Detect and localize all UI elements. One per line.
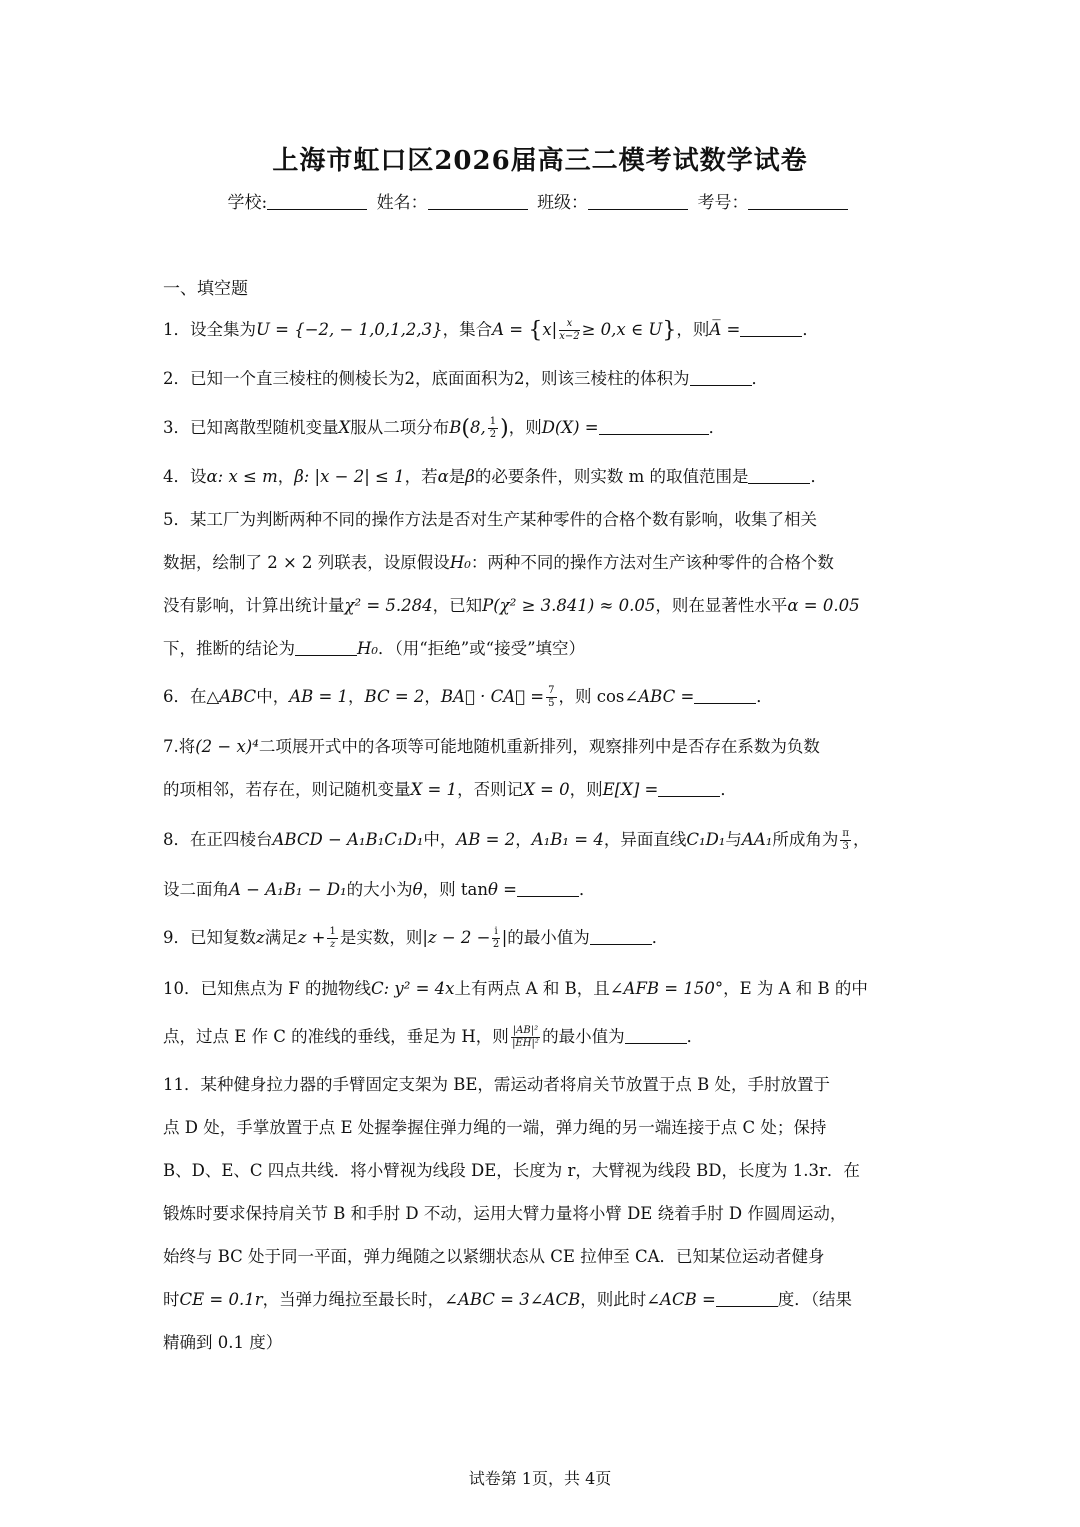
question-10: 10．已知焦点为 F 的抛物线C: y² = 4x上有两点 A 和 B，且∠AFB = 150°，E 为 A 和 B 的中 点，过点 E 作 C 的准线的垂线，垂足为 H，则 $\frac{\text{|AB|²}}{\text{|EH|²}}$ 的最小值为 ． [163,979,868,1049]
question-2: 2．已知一个直三棱柱的侧棱长为2，底面面积为2，则该三棱柱的体积为 ． [163,369,768,388]
question-6: 6．在△ABC中，AB = 1，BC = 2，BA⃗ · CA⃗ = $\frac{7}{5}$ ，则 cos∠ABC = ． [163,685,773,709]
name-blank[interactable] [428,193,528,210]
question-8: 8．在正四棱台ABCD − A₁B₁C₁D₁中，AB = 2，A₁B₁ = 4，异面直线C₁D₁与AA₁所成角为 $\frac{\pi}{3}$ ， 设二面角A − A₁B₁ − D₁的大小为θ，则 tanθ = ． [163,828,870,899]
page-title: 上海市虹口区2026届高三二模考试数学试卷 [272,146,808,176]
school-label: 学校: [227,193,268,213]
answer-blank-7[interactable] [658,782,720,797]
answer-blank-8[interactable] [517,882,579,897]
exam-no-label: 考号： [697,193,749,213]
class-label: 班级： [537,193,589,213]
answer-blank-9[interactable] [590,930,652,945]
answer-blank-2[interactable] [690,371,752,386]
answer-blank-4[interactable] [748,469,810,484]
question-9: 9．已知复数z满足z + $\frac{1}{z}$ 是实数，则|z − 2 − $\frac{i}{2}$ |的最小值为 ． [163,926,669,950]
answer-blank-11[interactable] [716,1292,778,1307]
fraction: $\frac{i}{2}$ [492,926,500,950]
fraction: $\frac{x}{x-2}$ [559,318,580,342]
fraction: $\frac{1}{2}$ [489,416,497,440]
answer-blank-1[interactable] [740,322,802,337]
school-blank[interactable] [267,193,367,210]
student-info-line [0,188,1080,213]
question-1: 1．设全集为U = {−2, − 1,0,1,2,3}，集合A = {x| $\frac{x}{x-2}$ ≥ 0,x ∈ U}，则A̅ = ． [163,318,819,343]
name-label: 姓名： [376,193,428,213]
fraction: $\frac{1}{z}$ [329,926,336,950]
fraction: $\frac{\text{|AB|²}}{\text{|EH|²}}$ [512,1025,539,1049]
page-footer: 试卷第 1页，共 4页 [468,1469,612,1488]
class-blank[interactable] [588,193,688,210]
answer-blank-10[interactable] [625,1029,687,1044]
question-7: 7.将(2 − x)⁴二项展开式中的各项等可能地随机重新排列，观察排列中是否存在系数为负数 的项相邻，若存在，则记随机变量X = 1，否则记X = 0，则E[X] = ． [163,737,820,799]
question-5: 5．某工厂为判断两种不同的操作方法是否对生产某种零件的合格个数有影响，收集了相关 数据，绘制了 2 × 2 列联表，设原假设H₀：两种不同的操作方法对生产该种零件的合格个数 没有影响，计算出统计量χ² = 5.284，已知P(χ² ≥ 3.841) ≈ 0.05，则在显著性水平α = 0.05 下，推断的结论为 H₀．（用“拒绝”或“接受”填空） [163,510,860,658]
question-4: 4．设α: x ≤ m，β: |x − 2| ≤ 1，若α是β的必要条件，则实数 m 的取值范围是 ． [163,467,827,486]
section-heading: 一、填空题 [163,279,248,299]
question-11: 11．某种健身拉力器的手臂固定支架为 BE，需运动者将肩关节放置于点 B 处，手肘放置于 点 D 处，手掌放置于点 E 处握拳握住弹力绳的一端，弹力绳的另一端连接于点 C 处；保持 B、D、E、C 四点共线．将小臂视为线段 DE，长度为 r，大臂视为线段 BD，长度为 1.3r．在 锻炼时要求保持肩关节 B 和手肘 D 不动，运用大臂力量将小臂 DE 绕着手肘 D 作圆周运动， 始终与 BC 处于同一平面，弹力绳随之以紧绷状态从 CE 拉伸至 CA．已知某位运动者健身 时CE = 0.1r，当弹力绳拉至最长时，∠ABC = 3∠ACB，则此时∠ACB = 度．（结果 精确到 0.1 度） [163,1075,860,1352]
question-3: 3．已知离散型随机变量X服从二项分布B(8, $\frac{1}{2}$ )，则D(X) = ． [163,416,726,441]
answer-blank-6[interactable] [694,689,756,704]
answer-blank-3[interactable] [599,420,709,435]
exam-no-blank[interactable] [748,193,848,210]
answer-blank-5[interactable] [295,641,357,656]
fraction: $\frac{\pi}{3}$ [842,828,849,852]
fraction: $\frac{7}{5}$ [548,685,555,709]
